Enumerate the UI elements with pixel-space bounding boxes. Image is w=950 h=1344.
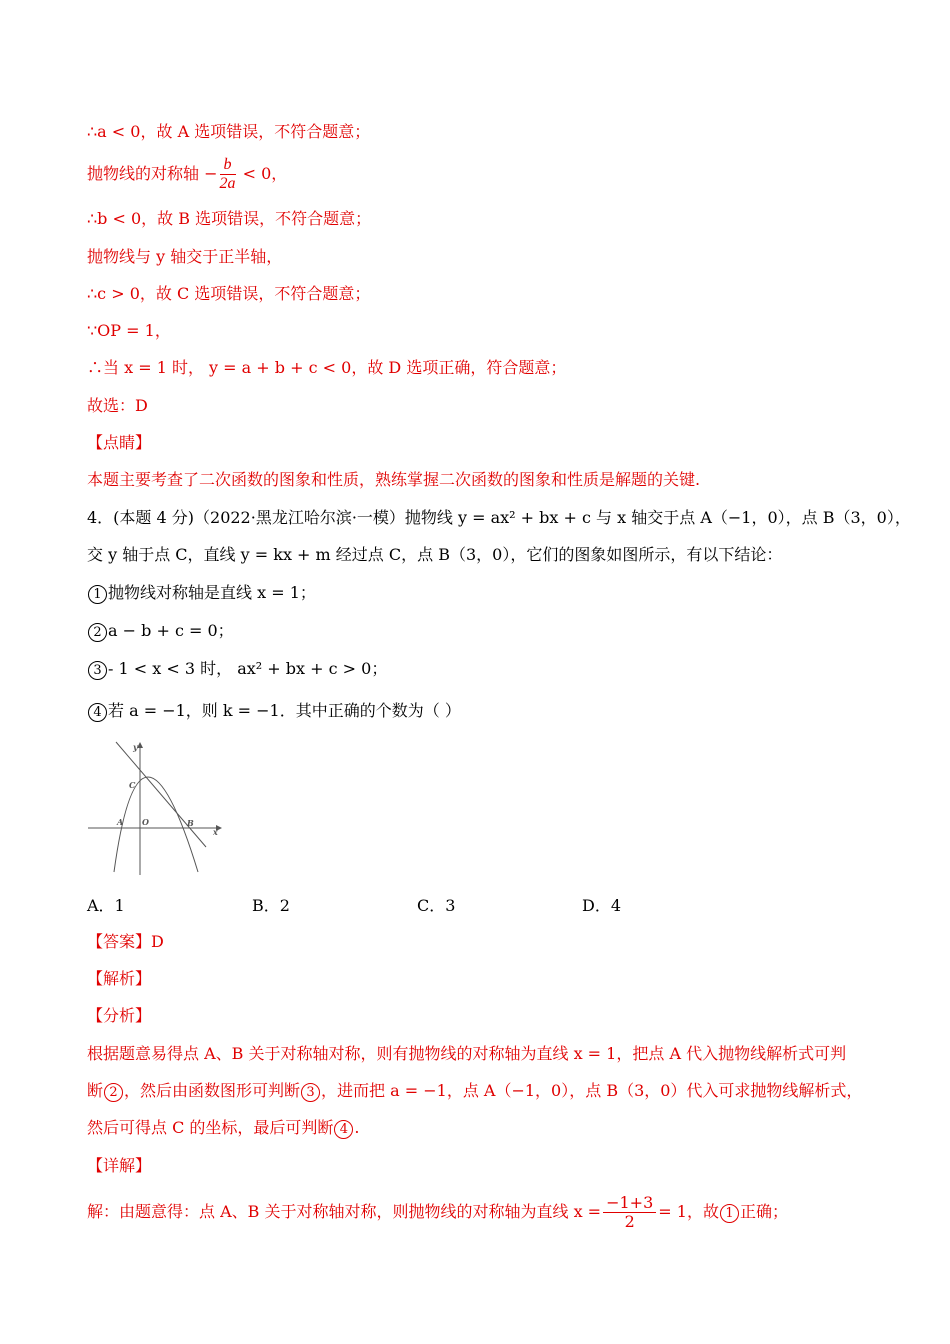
- circled-number-3: 3: [301, 1083, 320, 1102]
- solution-line-a-negative: ∴a < 0，故 A 选项错误，不符合题意；: [87, 122, 371, 141]
- fenxi-text-b: ，然后由函数图形可判断: [124, 1081, 301, 1100]
- fenxi-heading: 【分析】: [87, 1006, 152, 1025]
- parabola-line-graph: [88, 740, 228, 875]
- label-o: O: [142, 817, 149, 827]
- fenxi-line-3: [87, 1116, 360, 1140]
- detail-text-mid: = 1，故: [658, 1202, 719, 1221]
- fraction-numerator: −1+3: [603, 1194, 656, 1213]
- solution-choice: 故选：D: [87, 396, 148, 415]
- option-b: B．2: [252, 896, 290, 915]
- fraction-axis: [603, 1194, 656, 1231]
- fraction-numerator: b: [220, 156, 236, 175]
- option-c: C．3: [417, 896, 456, 915]
- label-b: B: [187, 818, 194, 828]
- circled-number-4: 4: [334, 1120, 353, 1139]
- solution-line-y-intercept: 抛物线与 y 轴交于正半轴，: [87, 247, 283, 266]
- label-a: A: [117, 817, 124, 827]
- statement-3: [87, 657, 387, 681]
- fraction-denominator: 2a: [219, 175, 236, 192]
- solution-line-op: ∵OP = 1，: [87, 321, 171, 340]
- statement-1-text: 抛物线对称轴是直线 x = 1；: [108, 583, 316, 602]
- parabola-curve: [114, 777, 198, 872]
- axis-text-post: < 0，: [237, 164, 288, 183]
- label-x: x: [213, 827, 218, 837]
- circled-number-3: 3: [88, 661, 107, 680]
- fenxi-line-1: 根据题意易得点 A、B 关于对称轴对称，则有抛物线的对称轴为直线 x = 1，把点 A 代入抛物线解析式可判: [87, 1044, 847, 1063]
- detail-line: [87, 1194, 788, 1231]
- option-a: A．1: [87, 896, 125, 915]
- fenxi-text-d: 然后可得点 C 的坐标，最后可判断: [87, 1118, 334, 1137]
- solution-line-c-positive: ∴c > 0，故 C 选项错误，不符合题意；: [87, 284, 371, 303]
- fenxi-text-e: .: [354, 1118, 360, 1137]
- straight-line: [116, 742, 206, 847]
- fenxi-line-2: [87, 1079, 862, 1103]
- fenxi-text-c: ，进而把 a = −1，点 A（−1，0），点 B（3，0）代入可求抛物线解析式，: [321, 1081, 863, 1100]
- detail-heading: 【详解】: [87, 1156, 152, 1175]
- analysis-heading: 【解析】: [87, 969, 152, 988]
- label-y: y: [133, 742, 138, 752]
- option-d: D．4: [582, 896, 622, 915]
- fraction-denominator: 2: [624, 1212, 635, 1231]
- solution-line-x-equals-1: ∴当 x = 1 时， y = a + b + c < 0，故 D 选项正确，符合题意；: [87, 358, 567, 377]
- circled-number-2: 2: [104, 1083, 123, 1102]
- question-4-line-1: 4．(本题 4 分)（2022·黑龙江哈尔滨·一模）抛物线 y = ax² + bx + c 与 x 轴交于点 A（−1，0），点 B（3，0），: [87, 508, 911, 527]
- circled-number-1: 1: [720, 1204, 739, 1223]
- statement-2: [87, 619, 234, 643]
- axis-text: 抛物线的对称轴 −: [87, 164, 218, 183]
- circled-number-4: 4: [88, 703, 107, 722]
- dianjing-text: 本题主要考查了二次函数的图象和性质，熟练掌握二次函数的图象和性质是解题的关键.: [87, 470, 701, 489]
- dianjing-heading: 【点睛】: [87, 433, 152, 452]
- statement-1: [87, 581, 316, 605]
- circled-number-2: 2: [88, 623, 107, 642]
- fraction-b-over-2a: [220, 156, 236, 193]
- detail-text-post: 正确；: [739, 1202, 788, 1221]
- solution-line-axis: [87, 156, 287, 193]
- statement-4-text: 若 a = −1，则 k = −1．其中正确的个数为（ ）: [108, 701, 461, 720]
- question-4-line-2: 交 y 轴于点 C，直线 y = kx + m 经过点 C，点 B（3，0），它们的图象如图所示，有以下结论：: [87, 545, 783, 564]
- circled-number-1: 1: [88, 585, 107, 604]
- statement-2-text: a − b + c = 0；: [108, 621, 234, 640]
- y-axis-arrow: [137, 742, 143, 748]
- label-c: C: [129, 780, 136, 790]
- statement-4: [87, 699, 461, 723]
- solution-line-b-negative: ∴b < 0，故 B 选项错误，不符合题意；: [87, 209, 372, 228]
- detail-text-pre: 解：由题意得：点 A、B 关于对称轴对称，则抛物线的对称轴为直线 x =: [87, 1202, 602, 1221]
- answer-line: 【答案】D: [87, 932, 164, 951]
- fenxi-text-a: 断: [87, 1081, 104, 1100]
- statement-3-text: - 1 < x < 3 时， ax² + bx + c > 0；: [108, 659, 388, 678]
